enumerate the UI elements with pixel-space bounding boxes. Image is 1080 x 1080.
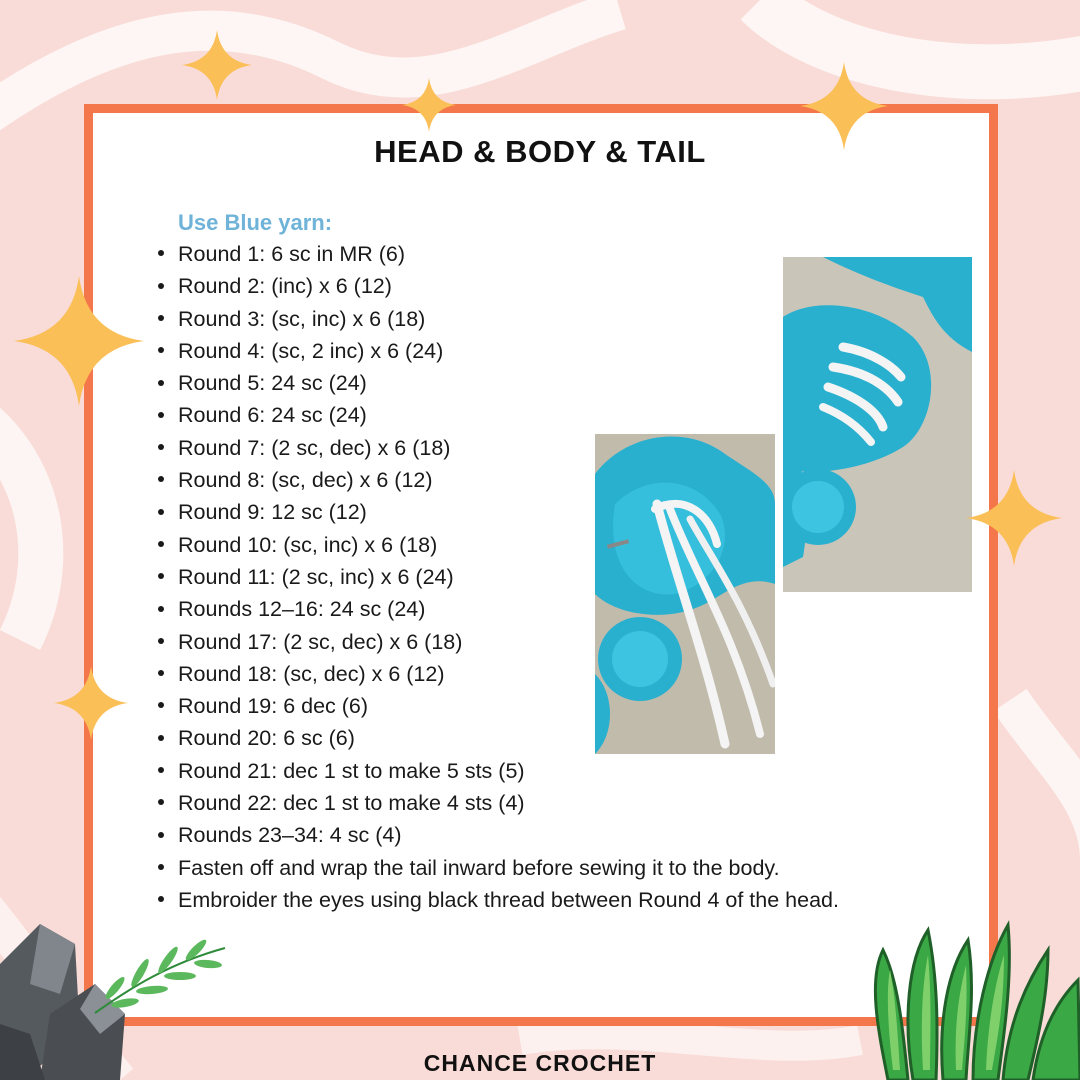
crochet-progress-photo-1 xyxy=(595,434,775,754)
footer-brand: CHANCE CROCHET xyxy=(423,1050,657,1076)
pattern-step: Round 9: 12 sc (12) xyxy=(158,496,839,528)
pattern-step: Round 7: (2 sc, dec) x 6 (18) xyxy=(158,432,839,464)
pattern-step: Round 1: 6 sc in MR (6) xyxy=(158,238,839,270)
pattern-step: Fasten off and wrap the tail inward before sewing it to the body. xyxy=(158,852,839,884)
sparkle-icon xyxy=(182,30,252,100)
pattern-step: Rounds 23–34: 4 sc (4) xyxy=(158,819,839,851)
pattern-step: Round 18: (sc, dec) x 6 (12) xyxy=(158,658,839,690)
pattern-step: Rounds 12–16: 24 sc (24) xyxy=(158,593,839,625)
sparkle-icon xyxy=(402,78,456,132)
sparkle-icon xyxy=(54,666,128,740)
pattern-step: Round 6: 24 sc (24) xyxy=(158,399,839,431)
pattern-step: Round 22: dec 1 st to make 4 sts (4) xyxy=(158,787,839,819)
pattern-step: Round 10: (sc, inc) x 6 (18) xyxy=(158,529,839,561)
pattern-step: Round 11: (2 sc, inc) x 6 (24) xyxy=(158,561,839,593)
sparkle-icon xyxy=(800,62,888,150)
pattern-step: Round 17: (2 sc, dec) x 6 (18) xyxy=(158,626,839,658)
pattern-step: Round 20: 6 sc (6) xyxy=(158,722,839,754)
sparkle-icon xyxy=(14,276,144,406)
pattern-step: Round 5: 24 sc (24) xyxy=(158,367,839,399)
pattern-step: Round 19: 6 dec (6) xyxy=(158,690,839,722)
page-title: HEAD & BODY & TAIL xyxy=(374,134,706,169)
pattern-step: Round 8: (sc, dec) x 6 (12) xyxy=(158,464,839,496)
yarn-color-subtitle: Use Blue yarn: xyxy=(178,210,333,235)
fern-branch-icon xyxy=(90,928,230,1018)
pattern-step: Round 4: (sc, 2 inc) x 6 (24) xyxy=(158,335,839,367)
sparkle-icon xyxy=(966,470,1062,566)
pattern-step: Round 2: (inc) x 6 (12) xyxy=(158,270,839,302)
pattern-step: Embroider the eyes using black thread between Round 4 of the head. xyxy=(158,884,839,916)
pattern-step: Round 3: (sc, inc) x 6 (18) xyxy=(158,303,839,335)
pattern-step: Round 21: dec 1 st to make 5 sts (5) xyxy=(158,755,839,787)
crochet-progress-photo-2 xyxy=(783,257,972,592)
